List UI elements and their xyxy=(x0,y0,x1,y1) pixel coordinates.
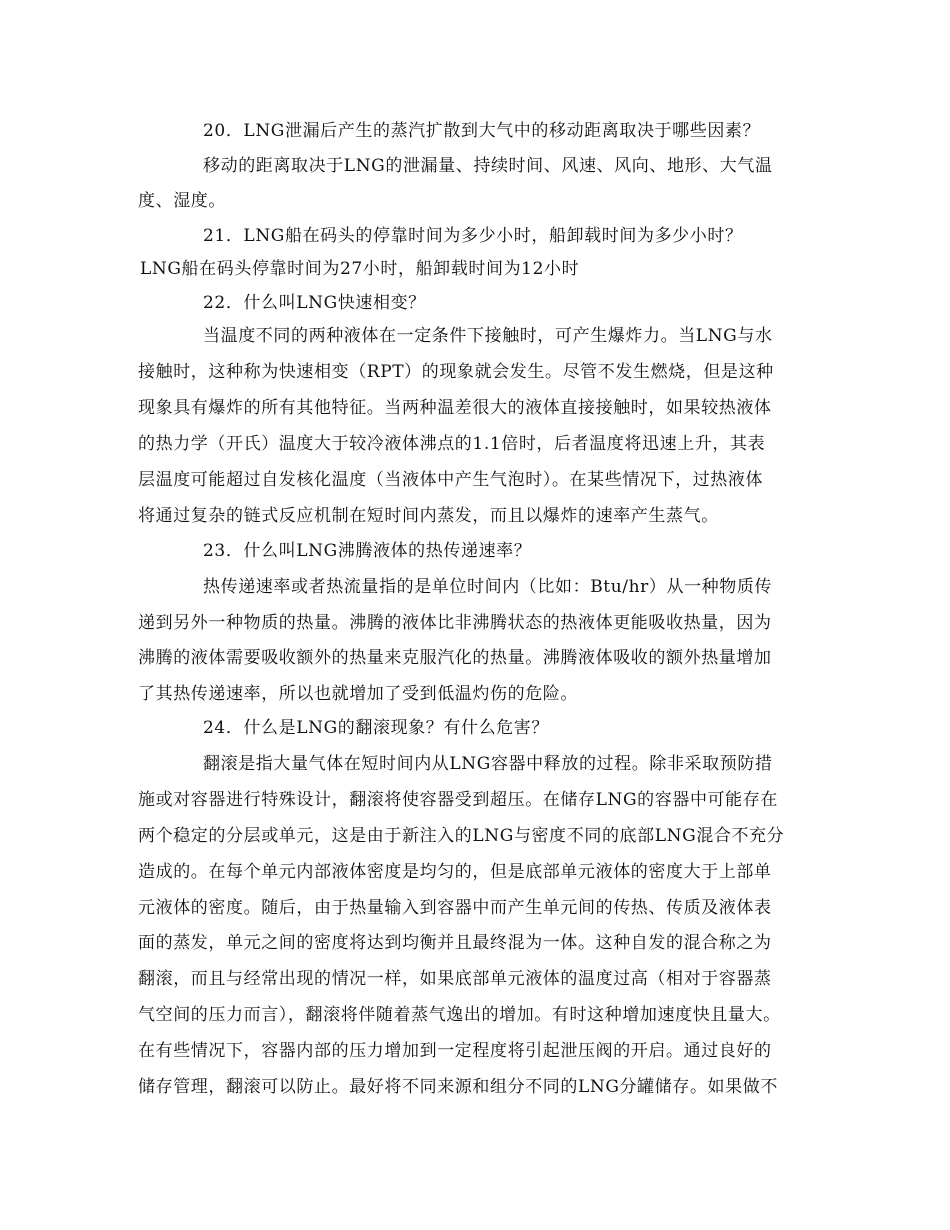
answer-23-line: 热传递速率或者热流量指的是单位时间内（比如：Btu/hr）从一种物质传 xyxy=(203,577,773,597)
answer-24-line: 两个稳定的分层或单元，这是由于新注入的LNG与密度不同的底部LNG混合不充分 xyxy=(138,826,785,846)
question-23: 23．什么叫LNG沸腾液体的热传递速率？ xyxy=(203,541,532,561)
answer-23-line: 沸腾的液体需要吸收额外的热量来克服汽化的热量。沸腾液体吸收的额外热量增加 xyxy=(138,648,772,668)
answer-22-line: 现象具有爆炸的所有其他特征。当两种温差很大的液体直接接触时，如果较热液体 xyxy=(138,398,772,418)
question-21: 21．LNG船在码头的停靠时间为多少小时，船卸载时间为多少小时？ xyxy=(203,226,743,246)
answer-23-line: 了其热传递速率，所以也就增加了受到低温灼伤的危险。 xyxy=(138,684,578,704)
answer-22-line: 的热力学（开氏）温度大于较冷液体沸点的1.1倍时，后者温度将迅速上升，其表 xyxy=(138,434,766,454)
answer-21-line: LNG船在码头停靠时间为27小时，船卸载时间为12小时 xyxy=(140,259,580,279)
answer-24-line: 造成的。在每个单元内部液体密度是均匀的，但是底部单元液体的密度大于上部单 xyxy=(138,862,772,882)
answer-24-line: 翻滚，而且与经常出现的情况一样，如果底部单元液体的温度过高（相对于容器蒸 xyxy=(138,969,772,989)
answer-24-line: 储存管理，翻滚可以防止。最好将不同来源和组分不同的LNG分罐储存。如果做不 xyxy=(138,1077,778,1097)
answer-24-line: 翻滚是指大量气体在短时间内从LNG容器中释放的过程。除非采取预防措 xyxy=(203,754,773,774)
question-24: 24．什么是LNG的翻滚现象？有什么危害？ xyxy=(203,718,549,738)
answer-20-line: 度、湿度。 xyxy=(138,191,226,211)
question-22: 22．什么叫LNG快速相变？ xyxy=(203,293,426,313)
answer-22-line: 层温度可能超过自发核化温度（当液体中产生气泡时）。在某些情况下，过热液体 xyxy=(138,470,764,490)
answer-24-line: 元液体的密度。随后，由于热量输入到容器中而产生单元间的传热、传质及液体表 xyxy=(138,898,772,918)
answer-24-line: 气空间的压力而言），翻滚将伴随着蒸气逸出的增加。有时这种增加速度快且量大。 xyxy=(138,1005,781,1025)
answer-24-line: 施或对容器进行特殊设计，翻滚将使容器受到超压。在储存LNG的容器中可能存在 xyxy=(138,790,778,810)
answer-23-line: 递到另外一种物质的热量。沸腾的液体比非沸腾状态的热液体更能吸收热量，因为 xyxy=(138,613,772,633)
answer-24-line: 在有些情况下，容器内部的压力增加到一定程度将引起泄压阀的开启。通过良好的 xyxy=(138,1041,772,1061)
answer-22-line: 接触时，这种称为快速相变（RPT）的现象就会发生。尽管不发生燃烧，但是这种 xyxy=(138,362,774,382)
answer-20-line: 移动的距离取决于LNG的泄漏量、持续时间、风速、风向、地形、大气温 xyxy=(203,156,773,176)
answer-22-line: 将通过复杂的链式反应机制在短时间内蒸发，而且以爆炸的速率产生蒸气。 xyxy=(138,506,719,526)
answer-22-line: 当温度不同的两种液体在一定条件下接触时，可产生爆炸力。当LNG与水 xyxy=(203,326,773,346)
question-20: 20．LNG泄漏后产生的蒸汽扩散到大气中的移动距离取决于哪些因素？ xyxy=(203,121,761,141)
answer-24-line: 面的蒸发，单元之间的密度将达到均衡并且最终混为一体。这种自发的混合称之为 xyxy=(138,933,772,953)
